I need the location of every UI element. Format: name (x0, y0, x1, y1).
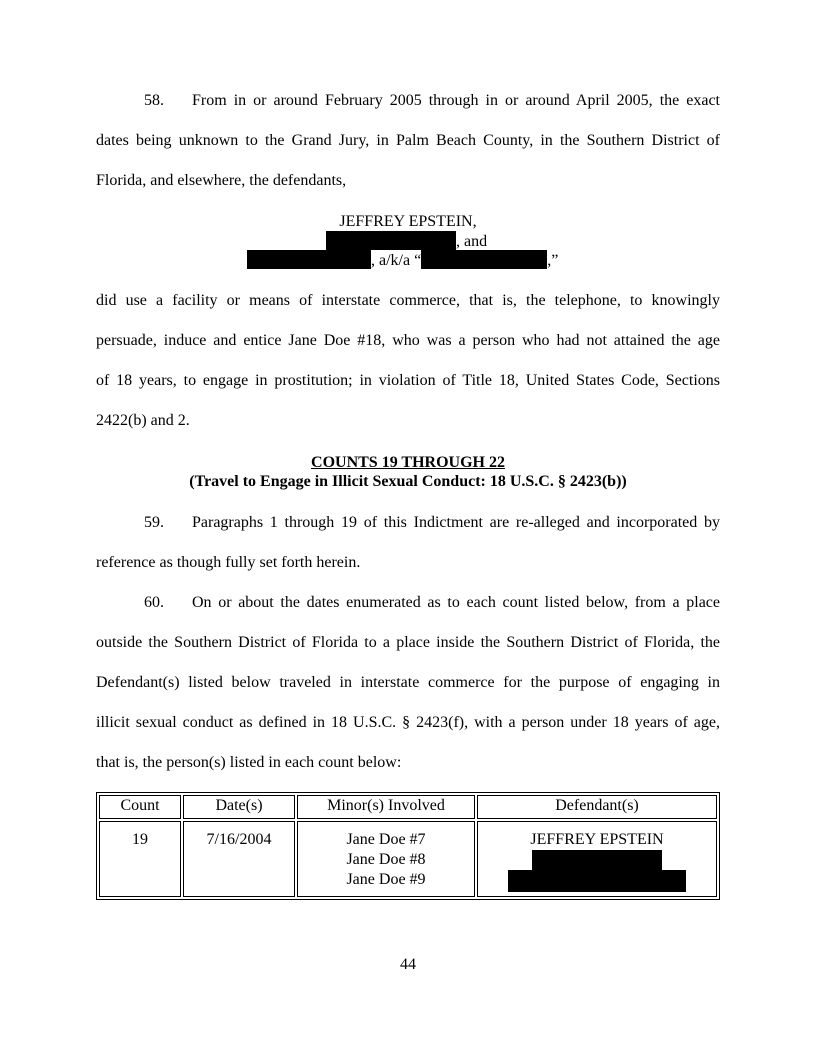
para58-line3: Florida, and elsewhere, the defendants, (96, 172, 347, 189)
para59-text-line1: Paragraphs 1 through 19 of this Indictment are re-alleged and incorporated by (192, 514, 720, 531)
para58-line1 (96, 92, 720, 110)
minor-item: Jane Doe #7 (346, 831, 426, 848)
minor-item: Jane Doe #9 (346, 871, 426, 888)
table-row (99, 821, 717, 897)
para58-cont-line2: persuade, induce and entice Jane Doe #18, who was a person who had not attained the age (96, 332, 720, 349)
para60-line5: that is, the person(s) listed in each count below: (96, 754, 402, 771)
redaction-block (247, 250, 371, 269)
defendant-line3-aka: , a/k/a “ (371, 252, 422, 269)
para60-line4: illicit sexual conduct as defined in 18 U.S.C. § 2423(f), with a person under 18 years of age, (96, 714, 720, 731)
redaction-block (421, 250, 547, 269)
para60-text-line1: On or about the dates enumerated as to each count listed below, from a place (192, 594, 720, 611)
redaction-block (508, 870, 686, 892)
defendant-line2 (326, 231, 626, 251)
para58-text-line1: From in or around February 2005 through in or around April 2005, the exact (192, 92, 720, 109)
counts-heading-title: COUNTS 19 THROUGH 22 (311, 454, 505, 471)
page-number: 44 (400, 956, 416, 973)
header-count: Count (99, 795, 181, 819)
redaction-block (326, 231, 456, 250)
counts-heading-subtitle: (Travel to Engage in Illicit Sexual Conduct: 18 U.S.C. § 2423(b)) (189, 473, 627, 490)
minor-item: Jane Doe #8 (346, 851, 426, 868)
cell-defendants (477, 821, 717, 897)
header-dates: Date(s) (183, 795, 295, 819)
defendant-line3 (247, 250, 647, 270)
para60-line3: Defendant(s) listed below traveled in interstate commerce for the purpose of engaging in (96, 674, 720, 691)
para59-number: 59. (144, 514, 164, 531)
counts-table (96, 792, 720, 900)
cell-count: 19 (99, 821, 181, 897)
defendant-name-epstein: JEFFREY EPSTEIN, (339, 213, 477, 230)
para58-line2: dates being unknown to the Grand Jury, in Palm Beach County, in the Southern District of (96, 132, 720, 149)
redaction-block (532, 850, 662, 870)
cell-minors (297, 821, 475, 897)
para60-line2: outside the Southern District of Florida to a place inside the Southern District of Florida, the (96, 634, 720, 651)
para58-number: 58. (144, 92, 164, 109)
header-minors: Minor(s) Involved (297, 795, 475, 819)
para58-cont-line3: of 18 years, to engage in prostitution; in violation of Title 18, United States Code, Sections (96, 372, 720, 389)
defendant-line2-suffix: , and (456, 233, 488, 250)
cell-date: 7/16/2004 (183, 821, 295, 897)
para58-cont-line4: 2422(b) and 2. (96, 412, 190, 429)
table-header-row (99, 795, 717, 819)
defendant-line3-end: ,” (547, 252, 559, 269)
para60-number: 60. (144, 594, 164, 611)
para60-line1 (96, 594, 720, 612)
para59-line2: reference as though fully set forth herein. (96, 554, 361, 571)
header-defendants: Defendant(s) (477, 795, 717, 819)
defendant-epstein: JEFFREY EPSTEIN (530, 831, 664, 848)
para58-cont-line1: did use a facility or means of interstate commerce, that is, the telephone, to knowingly (96, 292, 720, 309)
para59-line1 (96, 514, 720, 532)
